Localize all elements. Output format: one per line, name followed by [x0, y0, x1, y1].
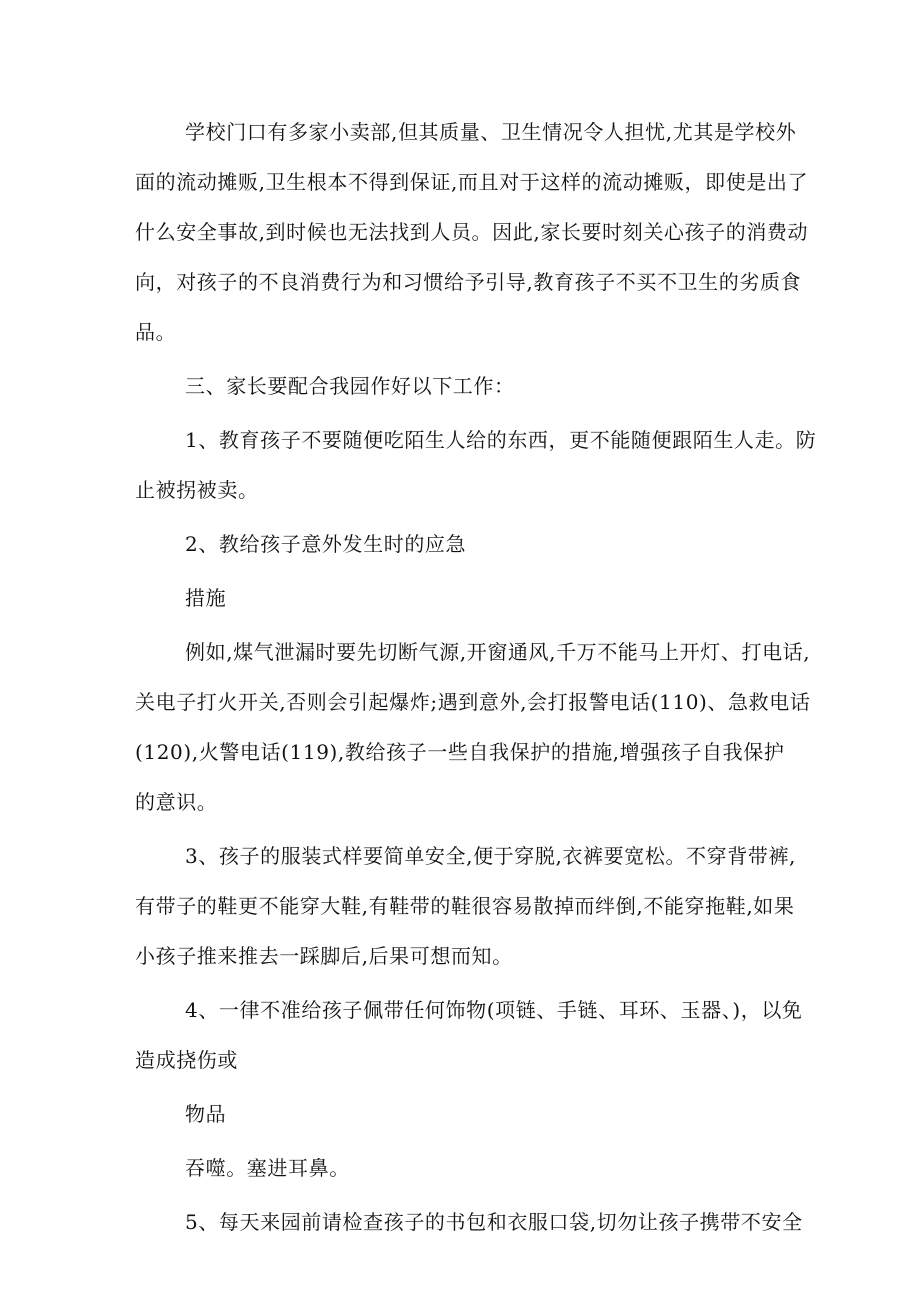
text-line: 1、教育孩子不要随便吃陌生人给的东西，更不能随便跟陌生人走。防 — [185, 428, 817, 452]
text-line: 3、孩子的服装式样要简单安全,便于穿脱,衣裤要宽松。不穿背带裤, — [185, 844, 796, 868]
text-line: (120),火警电话(119),教给孩子一些自我保护的措施,增强孩子自我保护 — [135, 740, 785, 764]
text-line: 2、教给孩子意外发生时的应急 — [185, 532, 467, 556]
text-line: 的意识。 — [135, 790, 218, 814]
text-line: 措施 — [185, 586, 227, 610]
text-line: 止被拐被卖。 — [135, 478, 259, 502]
text-line: 吞噬。塞进耳鼻。 — [185, 1156, 350, 1180]
text-line: 向，对孩子的不良消费行为和习惯给予引导,教育孩子不买不卫生的劣质食 — [135, 270, 802, 294]
text-line: 物品 — [185, 1102, 227, 1126]
text-line: 小孩子推来推去一踩脚后,后果可想而知。 — [135, 944, 513, 968]
text-line: 面的流动摊贩,卫生根本不得到保证,而且对于这样的流动摊贩，即使是出了 — [135, 170, 809, 194]
text-line: 关电子打火开关,否则会引起爆炸;遇到意外,会打报警电话(110)、急救电话 — [135, 690, 811, 714]
text-line: 学校门口有多家小卖部,但其质量、卫生情况令人担忧,尤其是学校外 — [185, 120, 797, 144]
section-heading: 三、家长要配合我园作好以下工作： — [185, 374, 515, 398]
text-line: 有带子的鞋更不能穿大鞋,有鞋带的鞋很容易散掉而绊倒,不能穿拖鞋,如果 — [135, 894, 795, 918]
text-line: 品。 — [135, 320, 177, 344]
text-line: 例如,煤气泄漏时要先切断气源,开窗通风,千万不能马上开灯、打电话, — [185, 640, 811, 664]
text-line: 5、每天来园前请检查孩子的书包和衣服口袋,切勿让孩子携带不安全 — [185, 1210, 803, 1234]
text-line: 什么安全事故,到时候也无法找到人员。因此,家长要时刻关心孩子的消费动 — [135, 220, 809, 244]
text-line: 造成挠伤或 — [135, 1048, 238, 1072]
text-line: 4、一律不准给孩子佩带任何饰物(项链、手链、耳环、玉器、)，以免 — [185, 998, 803, 1022]
